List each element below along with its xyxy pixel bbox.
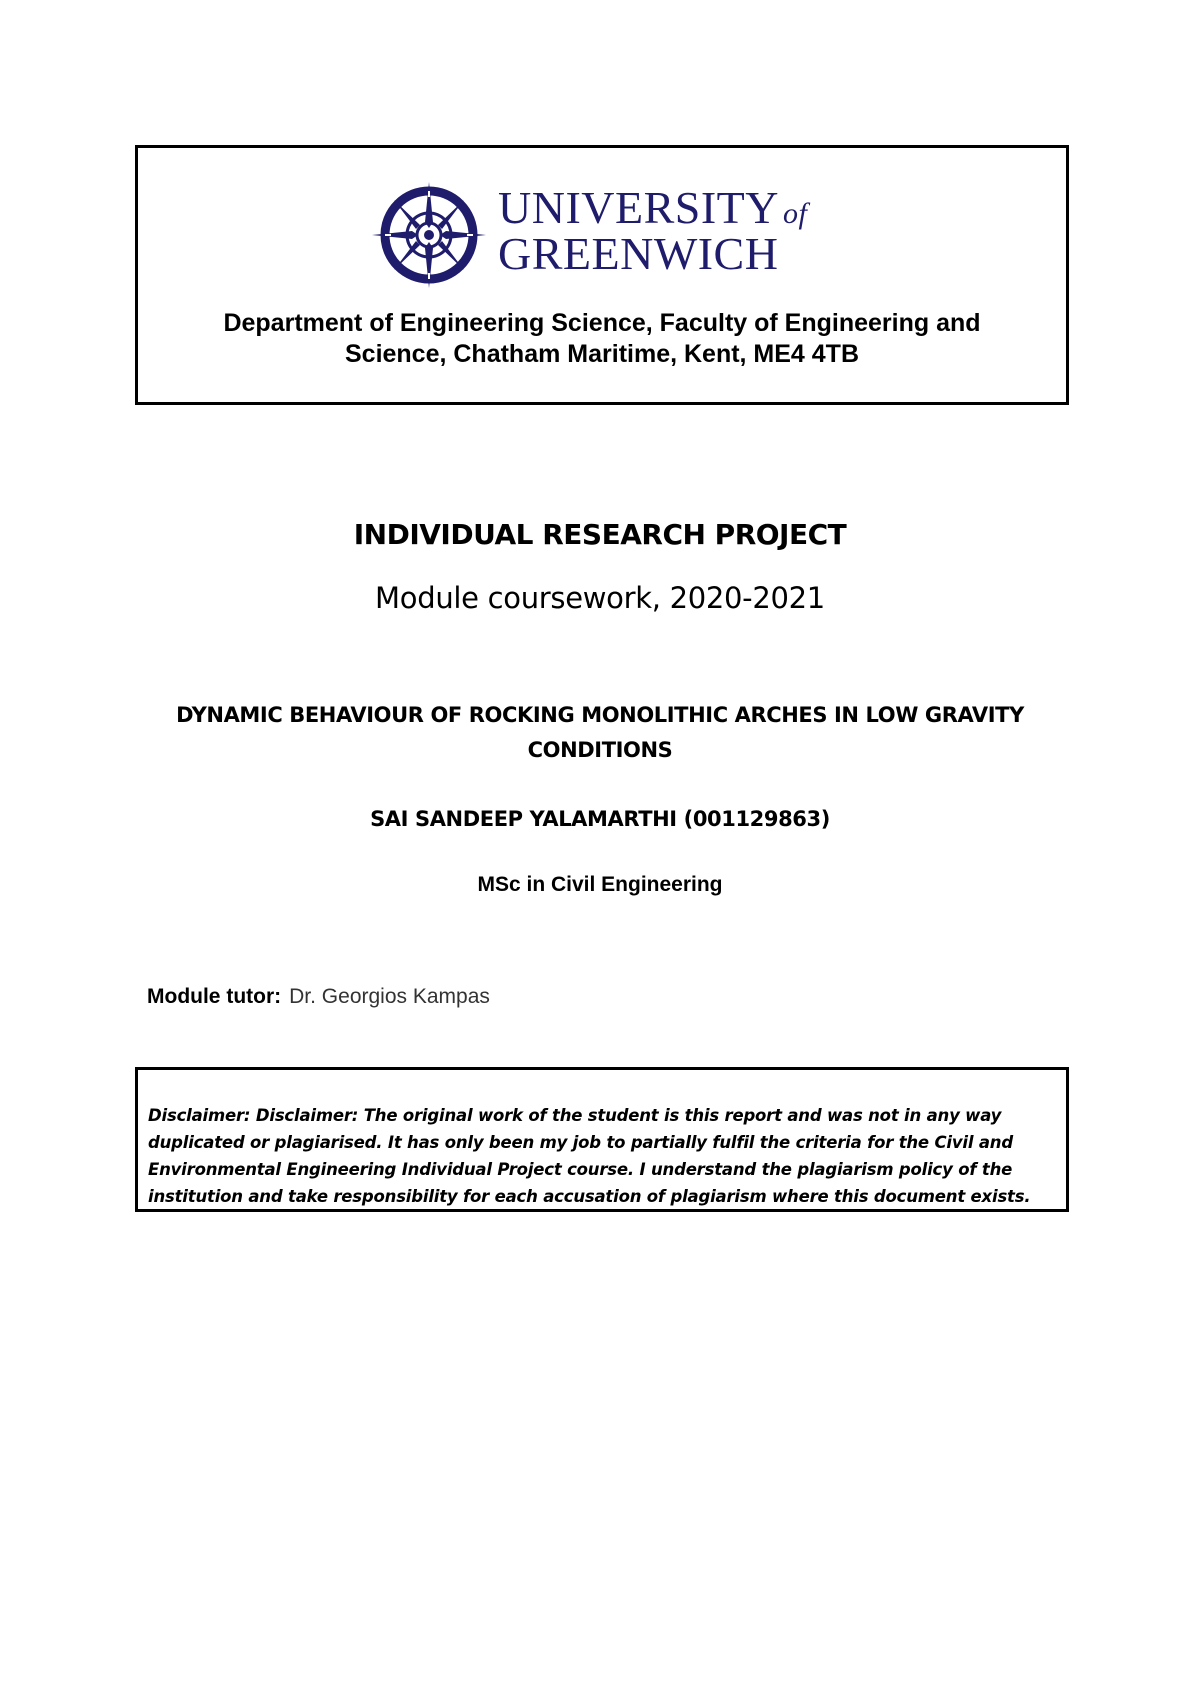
project-heading: INDIVIDUAL RESEARCH PROJECT xyxy=(353,518,847,551)
disclaimer-box xyxy=(135,1067,1069,1212)
disclaimer-text xyxy=(148,1102,1048,1210)
disclaimer-line-2: duplicated or plagiarised. It has only been my job to partially fulfil the criteria for the Civil and xyxy=(148,1133,1013,1152)
module-tutor xyxy=(147,985,490,1009)
department-line-1: Department of Engineering Science, Faculty of Engineering and xyxy=(223,309,981,337)
logo-word-university: UNIVERSITY xyxy=(498,182,779,233)
header-box xyxy=(135,145,1069,405)
logo-word-of: of xyxy=(782,197,808,230)
disclaimer-line-3: Environmental Engineering Individual Project course. I understand the plagiarism policy of the xyxy=(148,1160,1013,1179)
compass-rose-icon xyxy=(370,180,488,290)
project-subheading: Module coursework, 2020-2021 xyxy=(375,581,825,615)
thesis-title xyxy=(150,698,1050,768)
logo-word-greenwich: GREENWICH xyxy=(498,228,779,279)
author-name: SAI SANDEEP YALAMARTHI (001129863) xyxy=(370,807,830,831)
department-address xyxy=(138,308,1066,370)
tutor-name: Dr. Georgios Kampas xyxy=(289,985,490,1008)
disclaimer-line-4: institution and take responsibility for each accusation of plagiarism where this document exists. xyxy=(148,1187,1031,1206)
disclaimer-line-1: Disclaimer: Disclaimer: The original work of the student is this report and was not in any way xyxy=(148,1106,1002,1125)
department-line-2: Science, Chatham Maritime, Kent, ME4 4TB xyxy=(344,340,860,368)
degree-programme: MSc in Civil Engineering xyxy=(477,873,723,896)
university-logo xyxy=(370,178,840,293)
thesis-title-line-2: CONDITIONS xyxy=(527,738,673,762)
tutor-label: Module tutor: xyxy=(147,985,282,1008)
thesis-title-line-1: DYNAMIC BEHAVIOUR OF ROCKING MONOLITHIC ARCHES IN LOW GRAVITY xyxy=(176,703,1024,727)
